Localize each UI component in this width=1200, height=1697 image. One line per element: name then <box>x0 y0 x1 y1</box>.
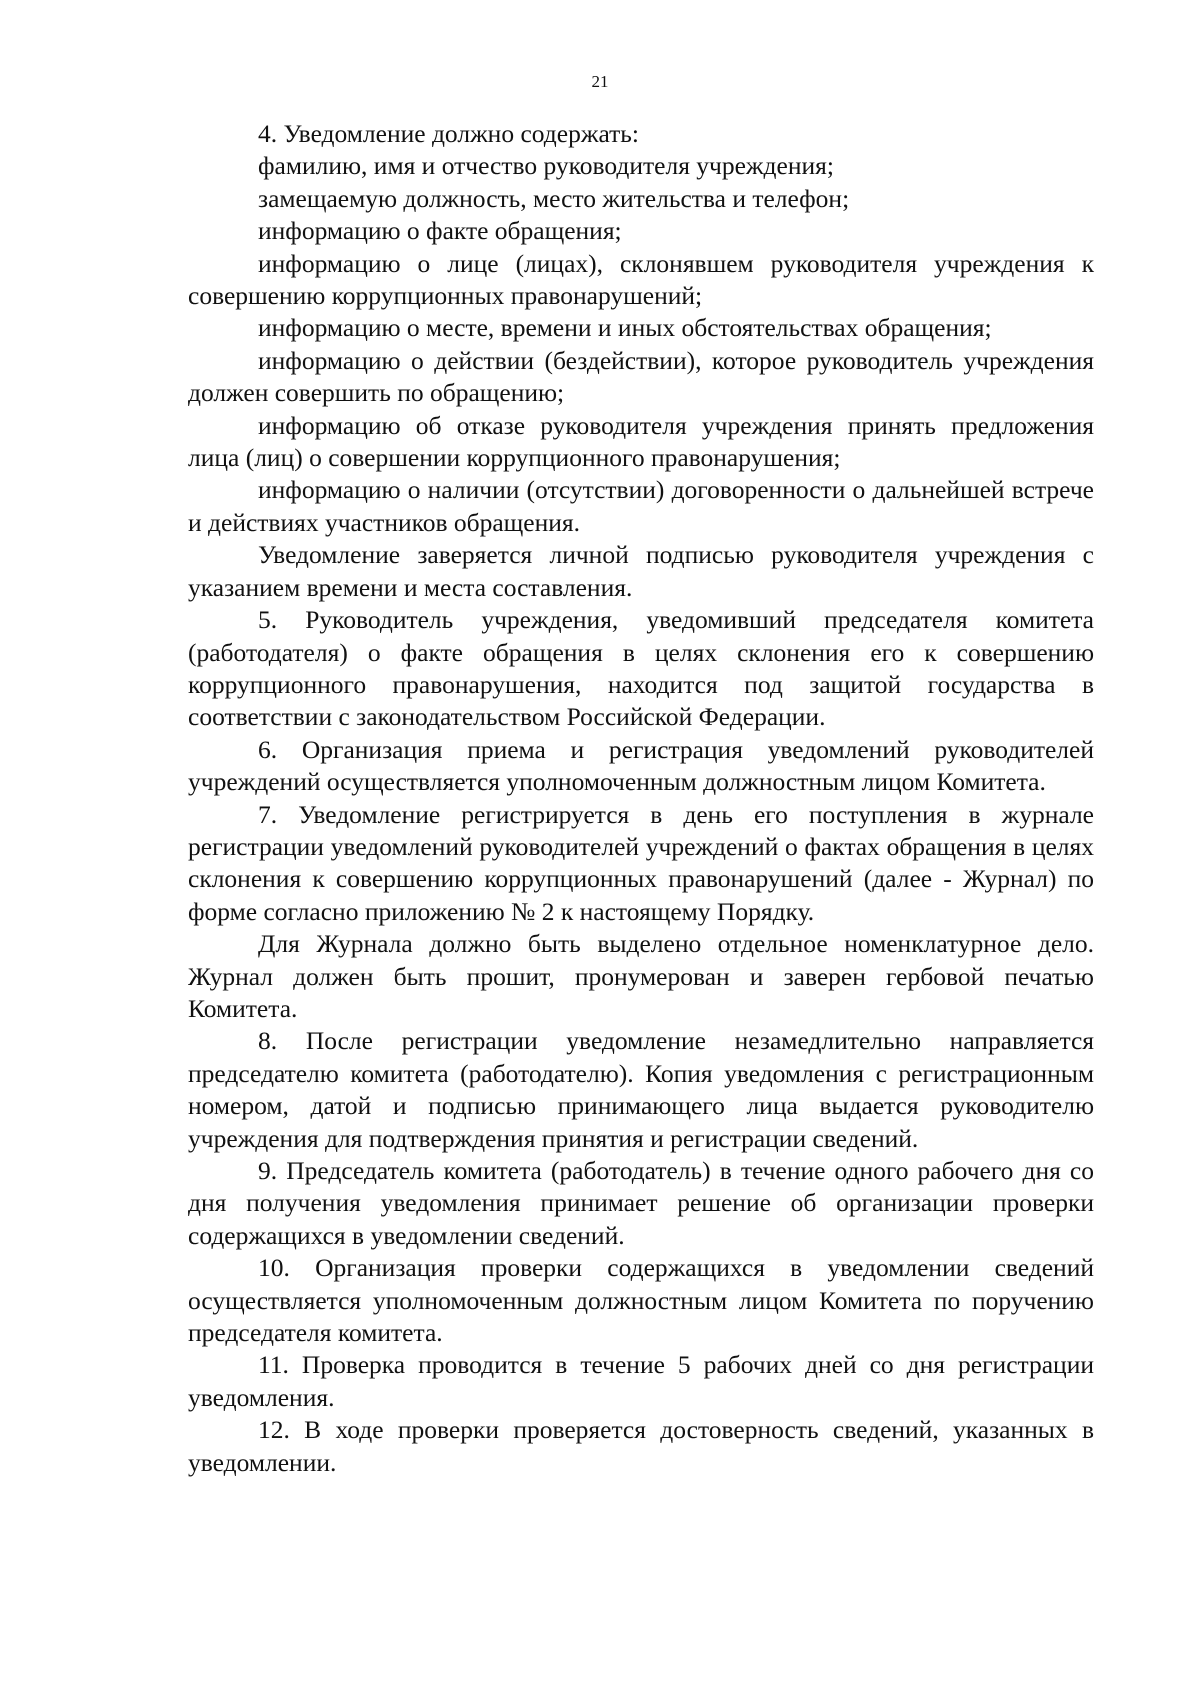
paragraph: 11. Проверка проводится в течение 5 рабочих дней со дня регистрации уведомления. <box>188 1350 1094 1412</box>
paragraph: информацию о наличии (отсутствии) договоренности о дальнейшей встрече и действиях участников обращения. <box>188 475 1094 537</box>
paragraph: 4. Уведомление должно содержать: <box>258 119 639 148</box>
paragraph: 8. После регистрации уведомление незамедлительно направляется председателю комитета (работодателю). Копия уведомления с регистрационным номером, датой и подписью принимающего лица выдается руководителю учреждения для подтверждения принятия и регистрации сведений. <box>188 1026 1094 1153</box>
paragraph: 12. В ходе проверки проверяется достоверность сведений, указанных в уведомлении. <box>188 1415 1094 1477</box>
paragraph: 10. Организация проверки содержащихся в уведомлении сведений осуществляется уполномоченным должностным лицом Комитета по поручению председателя комитета. <box>188 1253 1094 1348</box>
paragraph: Уведомление заверяется личной подписью руководителя учреждения с указанием времени и места составления. <box>188 540 1094 602</box>
paragraph: 7. Уведомление регистрируется в день его поступления в журнале регистрации уведомлений руководителей учреждений о фактах обращения в целях склонения к совершению коррупционных правонарушений (далее - Журнал) по форме согласно приложению № 2 к настоящему Порядку. <box>188 799 1094 926</box>
paragraph: 6. Организация приема и регистрация уведомлений руководителей учреждений осуществляется уполномоченным должностным лицом Комитета. <box>188 734 1094 797</box>
paragraph: информацию об отказе руководителя учреждения принять предложения лица (лиц) о совершении коррупционного правонарушения; <box>188 410 1094 473</box>
paragraph: информацию о лице (лицах), склонявшем руководителя учреждения к совершению коррупционных правонарушений; <box>188 248 1094 311</box>
paragraph: фамилию, имя и отчество руководителя учреждения; <box>258 151 834 181</box>
paragraph: информацию о факте обращения; <box>258 216 622 246</box>
paragraph: 5. Руководитель учреждения, уведомивший председателя комитета (работодателя) о факте обращения в целях склонения его к совершению коррупционного правонарушения, находится под защитой государства в соответствии с законодательством Российской Федерации. <box>188 605 1094 732</box>
paragraph: замещаемую должность, место жительства и телефон; <box>258 183 850 213</box>
paragraph: информацию о действии (бездействии), которое руководитель учреждения должен совершить по обращению; <box>188 345 1094 408</box>
page-number: 21 <box>591 72 609 91</box>
paragraph: 9. Председатель комитета (работодатель) в течение одного рабочего дня со дня получения уведомления принимает решение об организации проверки содержащихся в уведомлении сведений. <box>188 1156 1094 1250</box>
paragraph: информацию о месте, времени и иных обстоятельствах обращения; <box>258 313 992 343</box>
document-body <box>188 118 1094 1479</box>
paragraph: Для Журнала должно быть выделено отдельное номенклатурное дело. Журнал должен быть прошит, пронумерован и заверен гербовой печатью Комитета. <box>188 929 1094 1023</box>
